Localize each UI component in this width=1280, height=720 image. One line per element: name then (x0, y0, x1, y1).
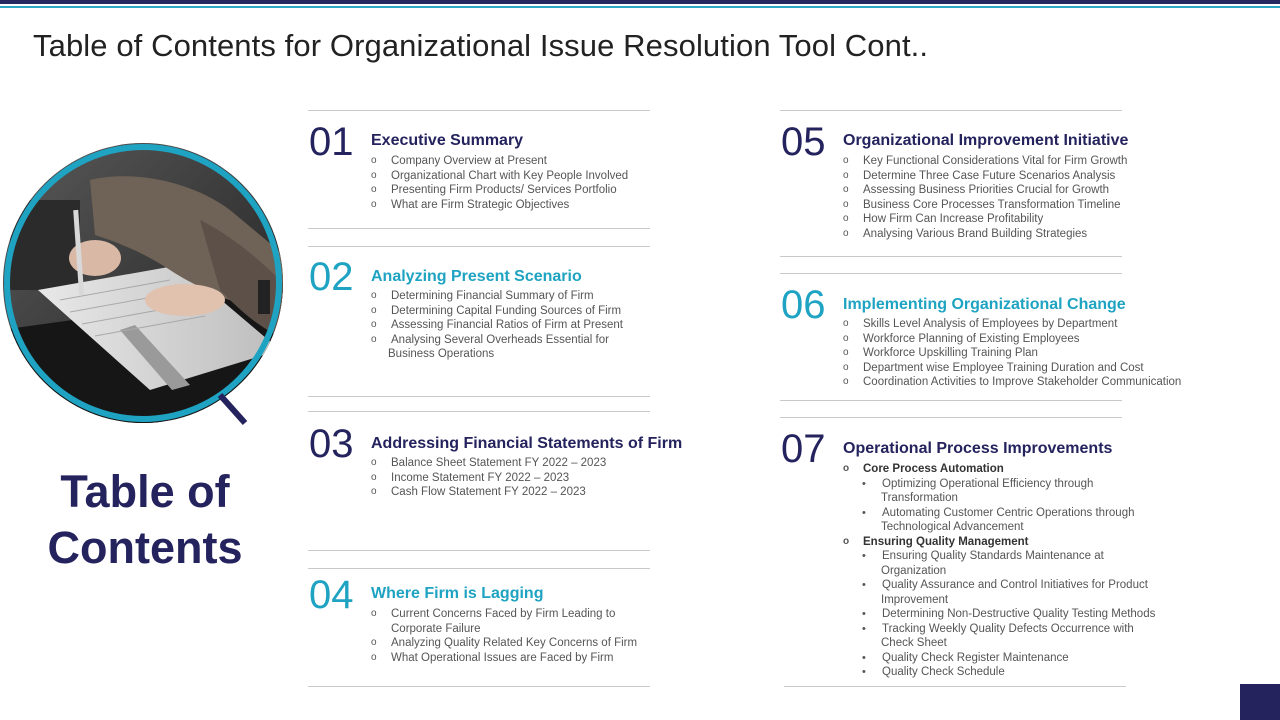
section-items (843, 462, 1155, 680)
section-items (371, 289, 623, 362)
list-item: o Assessing Business Priorities Crucial for Growth (843, 183, 1127, 198)
list-subitem-continuation: Transformation (881, 492, 958, 504)
section-heading: Where Firm is Lagging (371, 585, 544, 602)
section-heading: Executive Summary (371, 132, 524, 149)
list-item: o What Operational Issues are Faced by Firm (371, 651, 637, 666)
divider (780, 417, 1122, 418)
list-item-group: o Core Process Automation (843, 462, 1155, 477)
section-number: 01 (309, 120, 354, 164)
list-subitem: • Quality Check Register Maintenance (843, 651, 1155, 666)
side-heading-line2: Contents (47, 522, 243, 573)
list-item: o Business Core Processes Transformation Timeline (843, 198, 1127, 213)
section-items (371, 607, 637, 665)
magnifier-handle (220, 395, 245, 423)
corner-accent (1240, 684, 1280, 720)
list-item: o Organizational Chart with Key People Involved (371, 169, 628, 184)
list-subitem-continuation: Organization (881, 564, 947, 577)
list-subitem: • Quality Assurance and Control Initiatives for Product (843, 578, 1155, 593)
list-item: o Workforce Planning of Existing Employees (843, 332, 1181, 347)
list-subitem: • Quality Check Schedule (843, 665, 1155, 680)
section-items (371, 456, 606, 500)
list-subitem: • Determining Non-Destructive Quality Testing Methods (843, 607, 1155, 622)
list-item: o Determining Capital Funding Sources of Firm (371, 304, 623, 319)
top-accent-line (0, 6, 1280, 8)
section-items (371, 154, 628, 212)
list-item: o Cash Flow Statement FY 2022 – 2023 (371, 485, 606, 500)
list-item: o Skills Level Analysis of Employees by Department (843, 317, 1181, 332)
list-item: o Balance Sheet Statement FY 2022 – 2023 (371, 456, 606, 471)
list-item: o Current Concerns Faced by Firm Leading to (371, 607, 637, 622)
divider (308, 550, 650, 551)
section-heading: Addressing Financial Statements of Firm (371, 435, 683, 452)
list-item: o Presenting Firm Products/ Services Portfolio (371, 183, 628, 198)
list-item: o Analysing Several Overheads Essential for (371, 333, 623, 348)
list-item: o Determine Three Case Future Scenarios Analysis (843, 169, 1127, 184)
divider (780, 256, 1122, 257)
list-item-continuation: Corporate Failure (391, 622, 481, 635)
list-item-continuation: Business Operations (388, 348, 495, 360)
section-heading: Analyzing Present Scenario (371, 268, 582, 285)
section-items (843, 317, 1181, 390)
list-item: o How Firm Can Increase Profitability (843, 212, 1127, 227)
section-heading: Operational Process Improvements (843, 440, 1113, 457)
section-items (843, 154, 1127, 241)
list-item: o Department wise Employee Training Duration and Cost (843, 361, 1181, 376)
list-item: o Analyzing Quality Related Key Concerns of Firm (371, 636, 637, 651)
section-number: 06 (781, 283, 826, 327)
list-item-group: o Ensuring Quality Management (843, 535, 1155, 550)
divider (780, 110, 1122, 111)
list-subitem-continuation: Technological Advancement (881, 521, 1024, 533)
section-number: 07 (781, 427, 826, 471)
section-heading: Implementing Organizational Change (843, 296, 1126, 313)
list-item: o Assessing Financial Ratios of Firm at Present (371, 318, 623, 333)
list-subitem-continuation: Check Sheet (881, 637, 947, 649)
list-subitem: • Tracking Weekly Quality Defects Occurrence with (843, 622, 1155, 637)
section-number: 03 (309, 422, 354, 466)
divider (308, 246, 650, 247)
list-subitem: • Optimizing Operational Efficiency through (843, 477, 1155, 492)
list-item: o Company Overview at Present (371, 154, 628, 169)
side-heading (30, 464, 260, 576)
section-heading: Organizational Improvement Initiative (843, 132, 1129, 149)
list-item: o Workforce Upskilling Training Plan (843, 346, 1181, 361)
divider (308, 411, 650, 412)
list-item: o Analysing Various Brand Building Strategies (843, 227, 1127, 242)
list-item: o Key Functional Considerations Vital for Firm Growth (843, 154, 1127, 169)
list-item: o Income Statement FY 2022 – 2023 (371, 471, 606, 486)
divider (308, 110, 650, 111)
photo-illustration (0, 140, 290, 430)
divider (780, 273, 1122, 274)
list-subitem: • Ensuring Quality Standards Maintenance at (843, 549, 1155, 564)
list-item: o Coordination Activities to Improve Stakeholder Communication (843, 375, 1181, 390)
divider (784, 686, 1126, 687)
list-item: o Determining Financial Summary of Firm (371, 289, 623, 304)
magnifier-photo (0, 140, 290, 430)
section-number: 05 (781, 120, 826, 164)
divider (308, 568, 650, 569)
list-item: o What are Firm Strategic Objectives (371, 198, 628, 213)
divider (780, 400, 1122, 401)
section-number: 02 (309, 255, 354, 299)
divider (308, 228, 650, 229)
divider (308, 686, 650, 687)
page-title: Table of Contents for Organizational Issue Resolution Tool Cont.. (33, 28, 929, 63)
top-accent-bar (0, 0, 1280, 4)
section-number: 04 (309, 573, 354, 617)
list-subitem-continuation: Improvement (881, 593, 949, 606)
divider (308, 396, 650, 397)
side-heading-line1: Table of (60, 466, 230, 517)
list-subitem: • Automating Customer Centric Operations through (843, 506, 1155, 521)
